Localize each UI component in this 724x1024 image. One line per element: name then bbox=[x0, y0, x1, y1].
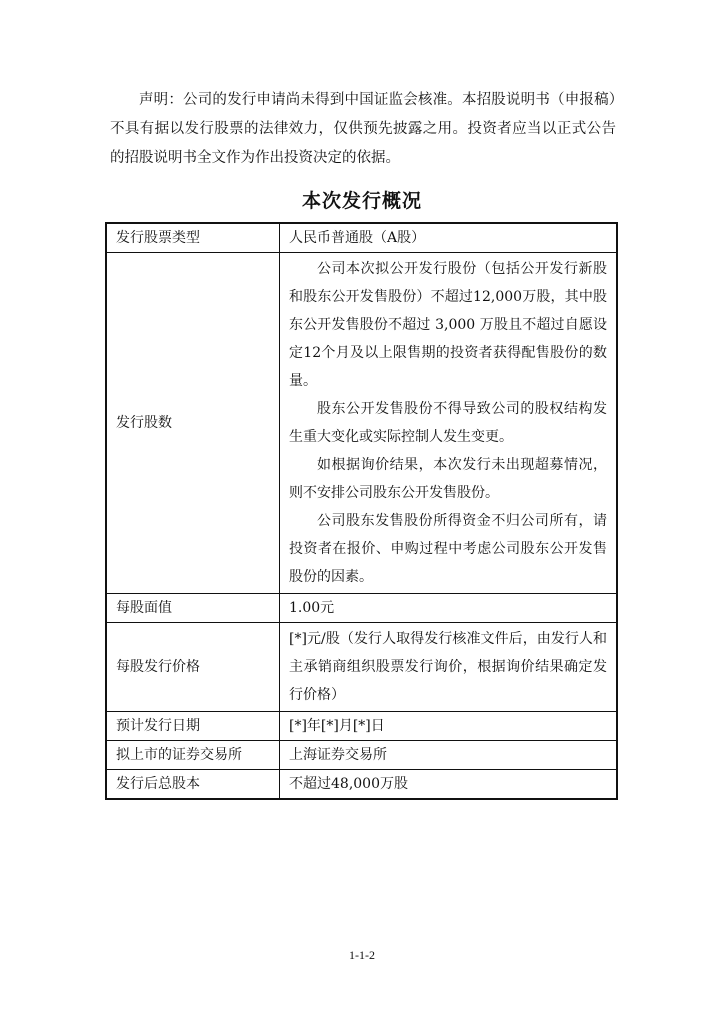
row-value: [*]元/股（发行人取得发行核准文件后，由发行人和主承销商组织股票发行询价，根据询价结果确定发行价格） bbox=[280, 623, 618, 712]
row-value: 不超过48,000万股 bbox=[280, 770, 618, 800]
table-row-share-type bbox=[106, 223, 617, 253]
table-row-issue-date bbox=[106, 712, 617, 741]
table-row-share-count bbox=[106, 253, 617, 594]
row-value: [*]年[*]月[*]日 bbox=[280, 712, 618, 741]
row-value: 1.00元 bbox=[280, 594, 618, 623]
row-label: 每股发行价格 bbox=[106, 623, 280, 712]
value-paragraph: 公司股东发售股份所得资金不归公司所有，请投资者在报价、申购过程中考虑公司股东公开发售股份的因素。 bbox=[289, 513, 607, 585]
value-paragraph: 如根据询价结果，本次发行未出现超募情况，则不安排公司股东公开发售股份。 bbox=[289, 457, 607, 501]
row-label: 发行后总股本 bbox=[106, 770, 280, 800]
row-label: 拟上市的证券交易所 bbox=[106, 741, 280, 770]
row-label: 每股面值 bbox=[106, 594, 280, 623]
row-value: 人民币普通股（A股） bbox=[280, 223, 618, 253]
table-row-exchange bbox=[106, 741, 617, 770]
row-label: 发行股票类型 bbox=[106, 223, 280, 253]
offering-overview-title: 本次发行概况 bbox=[301, 190, 422, 212]
table-row-issue-price bbox=[106, 623, 617, 712]
table-row-total-shares bbox=[106, 770, 617, 800]
value-paragraph: 股东公开发售股份不得导致公司的股权结构发生重大变化或实际控制人发生变更。 bbox=[289, 401, 607, 445]
row-value bbox=[280, 253, 618, 594]
page-number: 1-1-2 bbox=[349, 948, 375, 962]
declaration-paragraph: 声明：公司的发行申请尚未得到中国证监会核准。本招股说明书（申报稿）不具有据以发行股票的法律效力，仅供预先披露之用。投资者应当以正式公告的招股说明书全文作为作出投资决定的依据。 bbox=[110, 92, 616, 166]
table-row-par-value bbox=[106, 594, 617, 623]
row-value: 上海证券交易所 bbox=[280, 741, 618, 770]
row-label: 发行股数 bbox=[106, 253, 280, 594]
offering-overview-table bbox=[105, 222, 618, 800]
row-label: 预计发行日期 bbox=[106, 712, 280, 741]
value-paragraph: 公司本次拟公开发行股份（包括公开发行新股和股东公开发售股份）不超过12,000万股，其中股东公开发售股份不超过 3,000 万股且不超过自愿设定12个月及以上限售期的投资者获得配售股份的数量。 bbox=[289, 261, 607, 389]
